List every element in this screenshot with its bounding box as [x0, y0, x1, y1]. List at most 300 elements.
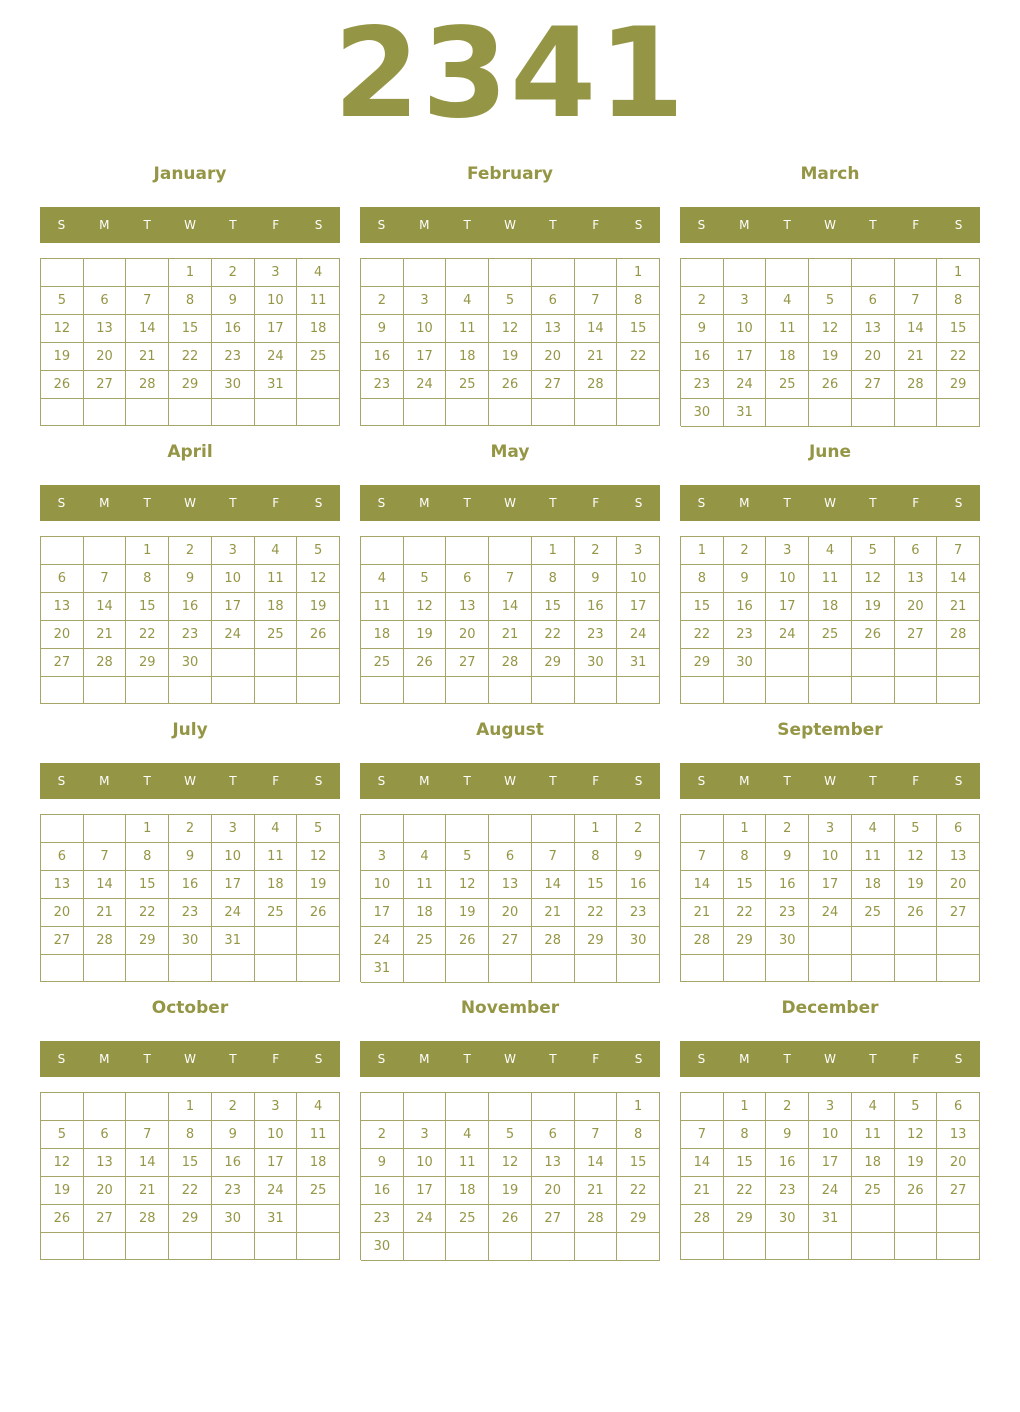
day-cell	[937, 1205, 980, 1233]
day-cell	[404, 815, 447, 843]
day-cell: 23	[766, 899, 809, 927]
day-cell: 11	[809, 565, 852, 593]
day-cell: 4	[446, 287, 489, 315]
weekday-label: W	[824, 496, 836, 510]
day-cell: 26	[489, 1205, 532, 1233]
day-cell: 27	[895, 621, 938, 649]
weekday-label: W	[184, 774, 196, 788]
day-grid	[680, 814, 980, 982]
day-cell: 13	[84, 315, 127, 343]
day-cell: 26	[809, 371, 852, 399]
day-cell: 15	[937, 315, 980, 343]
day-cell: 30	[724, 649, 767, 677]
weekday-label: S	[634, 774, 643, 788]
day-cell: 13	[937, 1121, 980, 1149]
day-cell: 30	[361, 1233, 404, 1261]
day-cell: 21	[84, 899, 127, 927]
day-cell: 10	[724, 315, 767, 343]
day-cell: 7	[575, 1121, 618, 1149]
day-cell: 26	[895, 1177, 938, 1205]
day-cell	[852, 677, 895, 704]
day-cell: 11	[404, 871, 447, 899]
day-cell: 8	[681, 565, 724, 593]
weekday-label: S	[634, 496, 643, 510]
day-cell: 6	[852, 287, 895, 315]
day-cell: 23	[724, 621, 767, 649]
day-cell: 5	[41, 1121, 84, 1149]
day-cell: 5	[895, 1093, 938, 1121]
day-cell: 12	[809, 315, 852, 343]
day-cell: 12	[404, 593, 447, 621]
weekday-label: M	[99, 218, 110, 232]
day-cell	[404, 955, 447, 983]
day-cell: 25	[766, 371, 809, 399]
day-cell: 31	[724, 399, 767, 427]
day-cell: 15	[169, 1149, 212, 1177]
day-cell	[41, 1233, 84, 1260]
day-cell: 29	[575, 927, 618, 955]
day-cell: 13	[41, 871, 84, 899]
day-cell	[575, 259, 618, 287]
day-cell: 31	[212, 927, 255, 955]
day-cell: 30	[575, 649, 618, 677]
day-cell	[681, 259, 724, 287]
weekday-header	[680, 763, 980, 799]
day-cell: 1	[575, 815, 618, 843]
day-cell: 31	[361, 955, 404, 983]
day-cell: 15	[617, 1149, 660, 1177]
day-cell	[575, 1093, 618, 1121]
day-cell: 30	[766, 927, 809, 955]
weekday-label: T	[549, 774, 557, 788]
day-cell: 11	[766, 315, 809, 343]
day-cell: 8	[126, 565, 169, 593]
day-cell: 5	[404, 565, 447, 593]
day-cell: 9	[361, 1149, 404, 1177]
day-cell: 15	[681, 593, 724, 621]
day-cell: 22	[617, 343, 660, 371]
day-cell: 2	[361, 1121, 404, 1149]
day-cell: 3	[255, 259, 298, 287]
day-cell: 8	[937, 287, 980, 315]
day-cell	[852, 955, 895, 982]
day-cell: 30	[766, 1205, 809, 1233]
day-cell	[446, 537, 489, 565]
weekday-label: S	[697, 1052, 706, 1066]
day-cell	[489, 1233, 532, 1261]
weekday-label: M	[739, 774, 750, 788]
day-cell	[681, 1093, 724, 1121]
day-cell: 6	[41, 843, 84, 871]
day-cell: 3	[404, 1121, 447, 1149]
weekday-label: M	[99, 1052, 110, 1066]
day-cell: 16	[766, 871, 809, 899]
day-cell: 17	[617, 593, 660, 621]
day-cell: 11	[852, 1121, 895, 1149]
weekday-label: F	[592, 1052, 600, 1066]
day-cell	[41, 815, 84, 843]
day-cell: 18	[255, 593, 298, 621]
day-cell: 25	[404, 927, 447, 955]
day-cell: 4	[297, 1093, 340, 1121]
day-cell: 12	[41, 315, 84, 343]
day-cell	[212, 955, 255, 982]
day-cell: 5	[489, 1121, 532, 1149]
month-title: April	[167, 442, 213, 462]
day-cell: 3	[809, 815, 852, 843]
day-cell: 8	[617, 1121, 660, 1149]
day-cell: 18	[766, 343, 809, 371]
day-cell	[766, 399, 809, 427]
day-cell	[617, 677, 660, 704]
day-cell: 28	[681, 1205, 724, 1233]
day-cell: 14	[126, 315, 169, 343]
day-cell: 8	[169, 287, 212, 315]
day-cell: 22	[575, 899, 618, 927]
day-cell: 20	[84, 343, 127, 371]
day-cell	[489, 1093, 532, 1121]
day-cell: 28	[895, 371, 938, 399]
weekday-label: T	[229, 496, 237, 510]
day-cell: 15	[169, 315, 212, 343]
day-cell: 21	[895, 343, 938, 371]
day-cell: 27	[84, 371, 127, 399]
month-title: October	[151, 998, 229, 1018]
day-cell	[895, 649, 938, 677]
day-cell: 23	[361, 1205, 404, 1233]
day-cell: 7	[126, 1121, 169, 1149]
day-cell: 14	[84, 871, 127, 899]
day-cell	[937, 1233, 980, 1260]
weekday-label: F	[592, 496, 600, 510]
weekday-label: W	[504, 218, 516, 232]
weekday-label: T	[143, 1052, 151, 1066]
weekday-label: T	[463, 774, 471, 788]
day-cell	[724, 955, 767, 982]
day-cell	[126, 677, 169, 704]
day-cell: 19	[895, 1149, 938, 1177]
day-cell: 4	[404, 843, 447, 871]
day-cell: 10	[255, 287, 298, 315]
day-cell	[895, 955, 938, 982]
day-grid	[40, 814, 340, 982]
day-cell: 25	[297, 1177, 340, 1205]
day-cell	[575, 677, 618, 704]
day-cell: 2	[575, 537, 618, 565]
day-cell: 16	[617, 871, 660, 899]
day-cell	[809, 677, 852, 704]
day-cell: 9	[212, 1121, 255, 1149]
day-cell	[617, 955, 660, 983]
day-cell: 26	[895, 899, 938, 927]
day-cell	[489, 677, 532, 704]
day-cell: 28	[84, 927, 127, 955]
day-cell: 9	[681, 315, 724, 343]
weekday-label: S	[57, 774, 66, 788]
day-cell: 24	[617, 621, 660, 649]
day-cell: 4	[446, 1121, 489, 1149]
day-cell: 20	[446, 621, 489, 649]
weekday-label: M	[99, 496, 110, 510]
day-cell: 21	[489, 621, 532, 649]
weekday-header	[360, 485, 660, 521]
day-cell	[446, 399, 489, 426]
day-cell	[852, 259, 895, 287]
day-cell: 16	[212, 1149, 255, 1177]
day-cell	[361, 815, 404, 843]
month-title: February	[466, 164, 554, 184]
day-cell: 4	[766, 287, 809, 315]
day-cell: 27	[532, 371, 575, 399]
day-cell	[489, 955, 532, 983]
day-cell	[404, 1093, 447, 1121]
day-cell: 9	[361, 315, 404, 343]
day-cell	[84, 537, 127, 565]
day-cell: 11	[361, 593, 404, 621]
day-cell: 1	[169, 259, 212, 287]
day-cell: 21	[575, 343, 618, 371]
day-cell: 24	[212, 621, 255, 649]
day-cell: 25	[255, 621, 298, 649]
day-cell: 24	[255, 1177, 298, 1205]
day-cell: 27	[937, 1177, 980, 1205]
month-title: July	[172, 720, 208, 740]
day-cell: 12	[489, 315, 532, 343]
day-cell: 2	[212, 1093, 255, 1121]
day-cell: 19	[297, 593, 340, 621]
day-cell	[446, 677, 489, 704]
day-cell	[895, 677, 938, 704]
day-cell	[297, 1233, 340, 1260]
day-cell: 25	[361, 649, 404, 677]
day-cell	[766, 955, 809, 982]
day-cell	[724, 259, 767, 287]
day-cell: 28	[575, 1205, 618, 1233]
day-cell: 8	[617, 287, 660, 315]
weekday-label: F	[912, 218, 920, 232]
day-cell: 5	[489, 287, 532, 315]
day-cell: 23	[575, 621, 618, 649]
day-cell	[255, 1233, 298, 1260]
day-cell: 24	[724, 371, 767, 399]
day-cell	[724, 1233, 767, 1260]
day-cell	[852, 649, 895, 677]
day-cell: 27	[852, 371, 895, 399]
day-cell: 30	[617, 927, 660, 955]
day-cell	[575, 955, 618, 983]
weekday-label: S	[697, 218, 706, 232]
day-cell: 10	[809, 843, 852, 871]
day-cell: 6	[937, 815, 980, 843]
day-cell: 17	[212, 593, 255, 621]
day-cell: 5	[809, 287, 852, 315]
day-cell: 24	[361, 927, 404, 955]
day-cell: 21	[575, 1177, 618, 1205]
day-cell: 25	[852, 1177, 895, 1205]
day-cell: 9	[724, 565, 767, 593]
day-cell: 16	[575, 593, 618, 621]
weekday-header	[680, 1041, 980, 1077]
month-title: January	[153, 164, 227, 184]
day-cell	[361, 259, 404, 287]
day-cell: 15	[126, 871, 169, 899]
day-cell: 7	[84, 843, 127, 871]
day-grid	[680, 258, 980, 426]
day-cell: 20	[41, 621, 84, 649]
day-cell: 1	[126, 537, 169, 565]
day-cell	[404, 399, 447, 426]
weekday-label: T	[783, 774, 791, 788]
day-cell	[126, 1233, 169, 1260]
day-cell: 2	[361, 287, 404, 315]
day-cell: 28	[575, 371, 618, 399]
day-cell: 25	[297, 343, 340, 371]
day-cell	[617, 371, 660, 399]
day-cell: 29	[169, 1205, 212, 1233]
day-cell: 28	[681, 927, 724, 955]
day-cell: 6	[532, 287, 575, 315]
day-cell: 20	[532, 1177, 575, 1205]
month-title: May	[490, 442, 530, 462]
day-cell: 16	[766, 1149, 809, 1177]
day-cell	[297, 371, 340, 399]
day-cell: 1	[724, 1093, 767, 1121]
day-cell: 24	[404, 371, 447, 399]
day-cell	[361, 399, 404, 426]
day-cell: 11	[446, 1149, 489, 1177]
day-cell	[681, 1233, 724, 1260]
weekday-label: S	[697, 774, 706, 788]
day-cell: 19	[404, 621, 447, 649]
day-cell: 14	[681, 871, 724, 899]
day-cell: 18	[852, 871, 895, 899]
day-cell: 18	[297, 315, 340, 343]
weekday-label: F	[272, 218, 280, 232]
day-cell: 1	[532, 537, 575, 565]
day-cell: 3	[255, 1093, 298, 1121]
day-cell: 15	[724, 1149, 767, 1177]
weekday-label: S	[954, 774, 963, 788]
day-cell: 15	[126, 593, 169, 621]
day-cell: 9	[169, 843, 212, 871]
day-cell: 11	[852, 843, 895, 871]
day-cell: 5	[41, 287, 84, 315]
day-cell	[446, 815, 489, 843]
day-grid	[360, 258, 660, 426]
day-cell: 1	[617, 1093, 660, 1121]
day-cell	[617, 399, 660, 426]
day-cell	[895, 399, 938, 427]
day-cell	[212, 399, 255, 426]
day-cell	[852, 927, 895, 955]
weekday-label: S	[954, 218, 963, 232]
month-title: August	[476, 720, 544, 740]
weekday-label: W	[184, 218, 196, 232]
day-cell: 26	[41, 371, 84, 399]
weekday-label: F	[592, 774, 600, 788]
day-cell: 15	[724, 871, 767, 899]
day-cell: 4	[255, 815, 298, 843]
day-cell: 11	[446, 315, 489, 343]
day-cell: 23	[681, 371, 724, 399]
day-cell	[532, 955, 575, 983]
day-cell	[575, 1233, 618, 1261]
weekday-header	[680, 485, 980, 521]
day-cell	[169, 677, 212, 704]
day-cell: 29	[617, 1205, 660, 1233]
day-cell: 2	[724, 537, 767, 565]
month-title: December	[781, 998, 879, 1018]
weekday-label: W	[504, 1052, 516, 1066]
day-cell: 2	[169, 815, 212, 843]
weekday-header	[360, 763, 660, 799]
weekday-label: S	[954, 1052, 963, 1066]
day-cell: 9	[766, 843, 809, 871]
day-cell	[41, 259, 84, 287]
weekday-label: F	[272, 774, 280, 788]
weekday-label: S	[697, 496, 706, 510]
day-cell: 18	[809, 593, 852, 621]
day-cell: 17	[404, 343, 447, 371]
day-cell	[809, 259, 852, 287]
day-cell: 8	[169, 1121, 212, 1149]
day-cell: 26	[297, 899, 340, 927]
weekday-label: M	[419, 1052, 430, 1066]
day-cell: 4	[297, 259, 340, 287]
day-cell: 21	[126, 343, 169, 371]
day-cell: 22	[126, 899, 169, 927]
weekday-label: T	[143, 218, 151, 232]
weekday-label: M	[419, 774, 430, 788]
day-cell	[895, 1205, 938, 1233]
day-cell: 10	[404, 315, 447, 343]
weekday-label: W	[504, 774, 516, 788]
day-cell	[681, 955, 724, 982]
day-grid	[680, 1092, 980, 1260]
day-cell: 16	[361, 1177, 404, 1205]
day-cell: 19	[297, 871, 340, 899]
day-grid	[40, 1092, 340, 1260]
weekday-header	[40, 485, 340, 521]
day-cell: 13	[895, 565, 938, 593]
day-grid	[360, 1092, 660, 1260]
day-cell	[84, 1093, 127, 1121]
day-cell: 1	[937, 259, 980, 287]
day-cell: 28	[84, 649, 127, 677]
day-cell: 17	[255, 1149, 298, 1177]
day-cell: 21	[532, 899, 575, 927]
day-cell	[532, 399, 575, 426]
day-cell	[297, 955, 340, 982]
day-cell: 5	[852, 537, 895, 565]
day-cell	[489, 815, 532, 843]
day-cell: 28	[126, 371, 169, 399]
weekday-header	[40, 1041, 340, 1077]
day-cell: 8	[575, 843, 618, 871]
day-cell: 11	[297, 287, 340, 315]
weekday-label: S	[377, 774, 386, 788]
day-cell: 21	[681, 899, 724, 927]
day-cell: 10	[361, 871, 404, 899]
day-cell	[766, 677, 809, 704]
day-cell	[169, 1233, 212, 1260]
day-cell	[895, 259, 938, 287]
day-cell: 7	[895, 287, 938, 315]
day-cell: 15	[617, 315, 660, 343]
day-cell: 14	[575, 315, 618, 343]
day-cell	[681, 815, 724, 843]
day-cell: 7	[489, 565, 532, 593]
